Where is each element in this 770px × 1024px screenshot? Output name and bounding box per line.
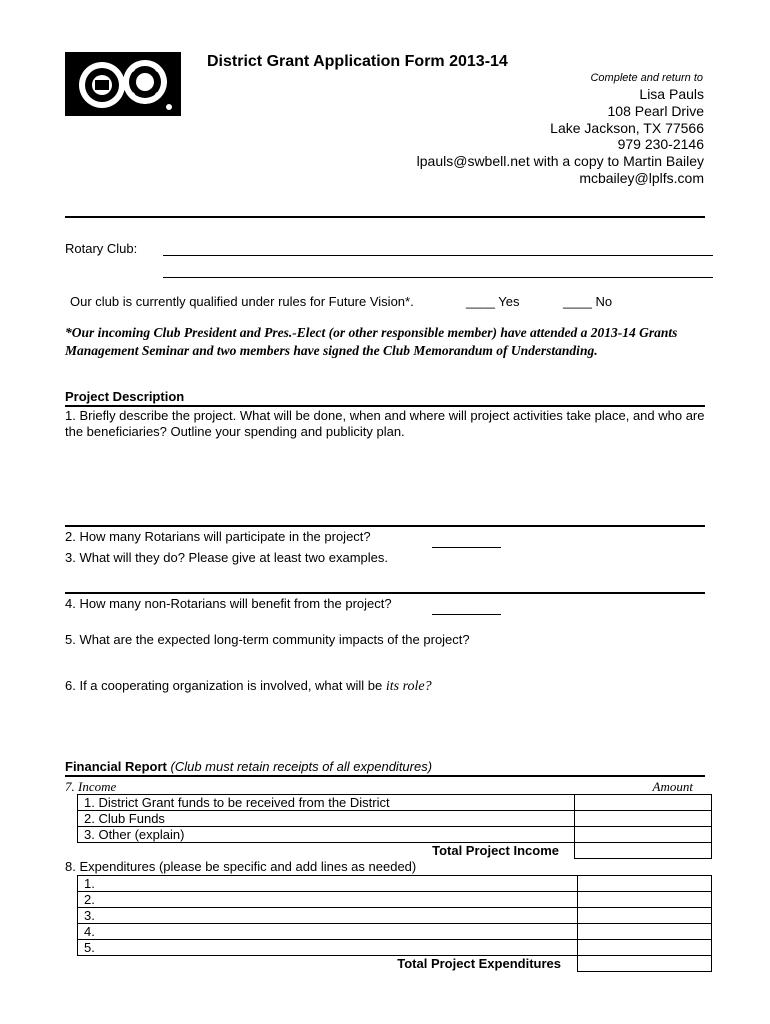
table-row [78,892,712,908]
rotary-logo [65,52,181,116]
non-rotarians-count-field[interactable] [432,614,501,615]
seminar-note: *Our incoming Club President and Pres.-Elect (or other responsible member) have attended a 2013-14 Grants Management Seminar and two members have signed the Club Memorandum of Understanding. [65,325,678,358]
form-title: District Grant Application Form 2013-14 [207,53,508,70]
address-line: Lake Jackson, TX 77566 [550,119,704,136]
expenditures-table [77,875,712,972]
email-line: mcbailey@lplfs.com [579,169,704,186]
table-row [78,827,712,843]
amount-cell[interactable] [575,811,712,827]
total-expenditures-label: Total Project Expenditures [397,956,561,972]
return-instruction: Complete and return to [590,72,703,84]
table-row [78,940,712,956]
email-line: lpauls@swbell.net with a copy to Martin Bailey [416,153,704,170]
yes-option[interactable]: ____ Yes [466,294,520,309]
table-row [78,843,712,859]
total-income-label: Total Project Income [432,843,559,859]
answer-divider [65,592,705,594]
question-5: 5. What are the expected long-term community impacts of the project? [65,632,470,647]
expenditures-label: 8. Expenditures (please be specific and add lines as needed) [65,859,417,874]
address-line: 979 230-2146 [617,136,704,153]
income-item: 3. Other (explain) [78,827,575,843]
header-divider [65,216,705,218]
rotary-club-field-line[interactable] [163,255,713,256]
table-row [78,795,712,811]
amount-cell[interactable] [575,827,712,843]
expenditure-item[interactable]: 1. [78,876,578,892]
amount-cell[interactable] [578,876,712,892]
rotary-club-field-line-2[interactable] [163,277,713,278]
expenditure-item[interactable]: 3. [78,908,578,924]
question-6-emphasis: its role? [385,679,432,694]
amount-cell[interactable] [575,795,712,811]
section-divider [65,405,705,407]
table-row [78,908,712,924]
table-row [78,956,712,972]
total-expenditures-amount[interactable] [578,956,712,972]
table-row [78,924,712,940]
amount-cell[interactable] [578,908,712,924]
total-income-amount[interactable] [575,843,712,859]
rotary-club-label: Rotary Club: [65,241,138,256]
question-2: 2. How many Rotarians will participate in the project? [65,529,371,544]
financial-divider [65,775,705,777]
question-6 [65,678,432,695]
question-3: 3. What will they do? Please give at least two examples. [65,550,388,565]
financial-heading-text: Financial Report [65,759,167,774]
amount-cell[interactable] [578,940,712,956]
table-row [78,876,712,892]
question-6-text: 6. If a cooperating organization is involved, what will be [65,678,386,693]
table-row [78,811,712,827]
no-option[interactable]: ____ No [563,294,613,309]
income-item: 2. Club Funds [78,811,575,827]
question-1: 1. Briefly describe the project. What will be done, when and where will project activities take place, and who are the beneficiaries? Outline your spending and publicity plan. [65,408,705,439]
amount-cell[interactable] [578,924,712,940]
answer-divider [65,525,705,527]
rotary-emblem-icon [65,52,181,116]
question-4: 4. How many non-Rotarians will benefit from the project? [65,596,392,611]
rotarians-count-field[interactable] [432,547,501,548]
financial-report-heading [65,759,432,775]
project-description-heading: Project Description [65,389,185,404]
address-line: Lisa Pauls [639,86,704,102]
return-address [417,86,704,187]
amount-label: Amount [652,779,693,794]
income-item: 1. District Grant funds to be received from the District [78,795,575,811]
income-table [77,794,712,859]
qualification-statement: Our club is currently qualified under rules for Future Vision*. [70,294,414,309]
financial-heading-note: (Club must retain receipts of all expenditures) [170,759,433,774]
address-line: 108 Pearl Drive [607,102,704,119]
amount-cell[interactable] [578,892,712,908]
expenditure-item[interactable]: 5. [78,940,578,956]
expenditure-item[interactable]: 4. [78,924,578,940]
income-label: 7. Income [65,779,117,794]
expenditure-item[interactable]: 2. [78,892,578,908]
